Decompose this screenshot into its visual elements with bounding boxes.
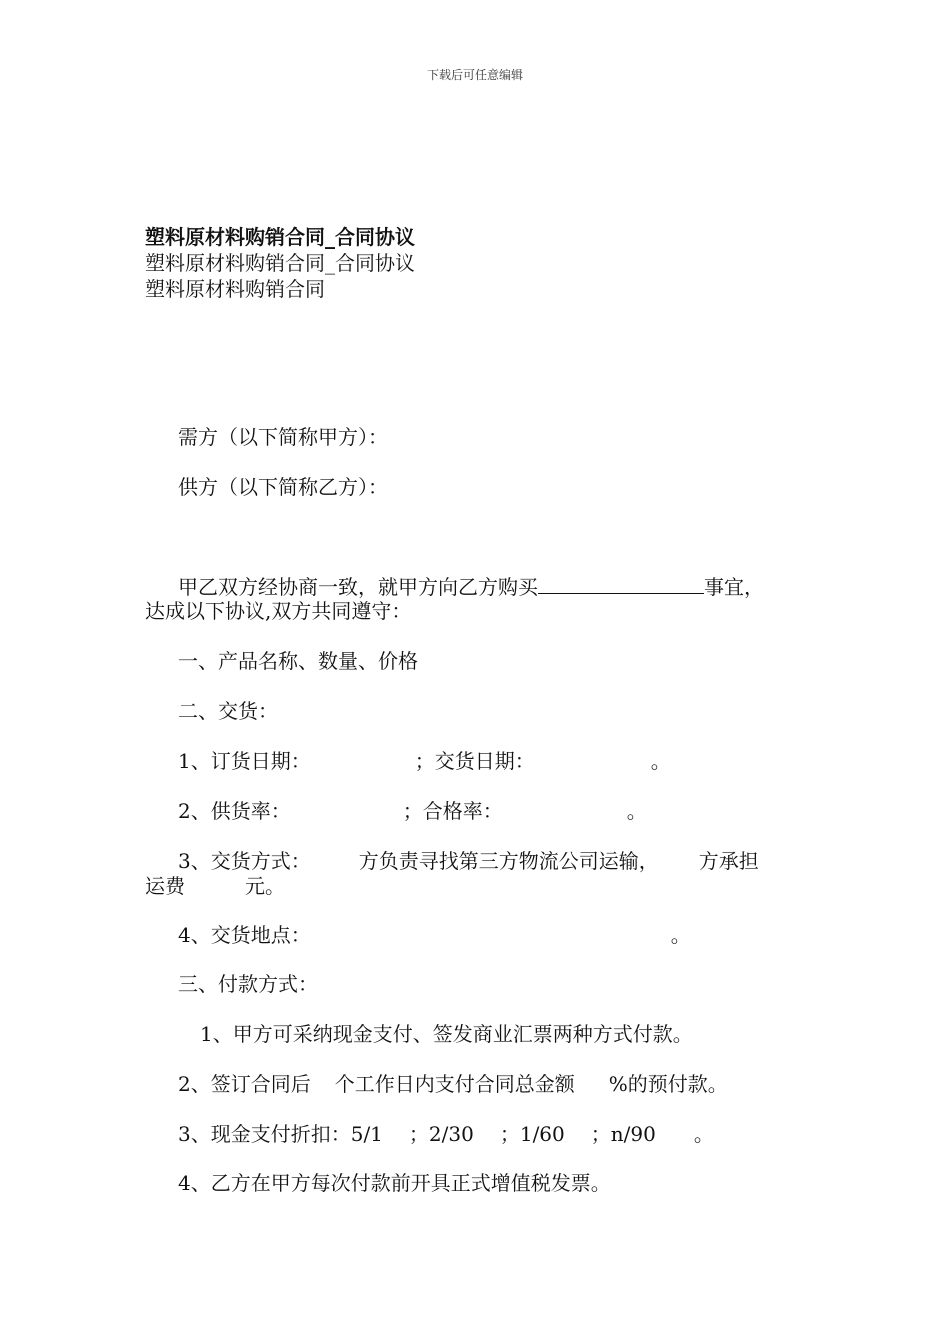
purchase-item-blank (538, 573, 704, 594)
supply-rate-label: 2、供货率： (178, 799, 291, 823)
discount-2-30: ；2/30 (408, 1122, 474, 1146)
period: 。 (650, 749, 671, 773)
document-subtitle: 塑料原材料购销合同_合同协议 (145, 251, 415, 275)
delivery-date-label: ；交货日期： (414, 749, 535, 773)
document-subtitle-2: 塑料原材料购销合同 (145, 277, 325, 301)
seller-line: 供方（以下简称乙方）： (178, 475, 388, 499)
freight-line (145, 873, 285, 899)
section2-heading: 二、交货： (178, 699, 278, 723)
period: 。 (670, 923, 691, 947)
delivery-method-line (178, 848, 759, 874)
order-date-line (178, 748, 671, 774)
payment-item-3 (178, 1121, 714, 1147)
section1-heading: 一、产品名称、数量、价格 (178, 649, 418, 673)
payment-item-2 (178, 1071, 728, 1097)
title-block (145, 224, 415, 302)
delivery-method-label: 3、交货方式： (178, 849, 311, 873)
intro-line-2: 达成以下协议,双方共同遵守： (145, 599, 412, 623)
pass-rate-label: ；合格率： (402, 799, 503, 823)
supply-rate-line (178, 798, 647, 824)
discount-n-90: ；n/90 (590, 1122, 656, 1146)
order-date-label: 1、订货日期： (178, 749, 311, 773)
buyer-line: 需方（以下简称甲方）： (178, 425, 388, 449)
intro-text-2: 事宜， (704, 575, 764, 599)
discount-5-1: 3、现金支付折扣：5/1 (178, 1122, 383, 1146)
intro-line-1 (178, 573, 764, 600)
delivery-method-text: 方负责寻找第三方物流公司运输， (358, 849, 659, 873)
discount-1-60: ；1/60 (499, 1122, 565, 1146)
prepay-text-2: 个工作日内支付合同总金额 (334, 1072, 575, 1096)
prepay-text-1: 2、签订合同后 (178, 1072, 311, 1096)
intro-text-1: 甲乙双方经协商一致，就甲方向乙方购买 (178, 575, 538, 599)
header-note: 下载后可任意编辑 (426, 68, 523, 82)
delivery-place-label: 4、交货地点： (178, 923, 311, 947)
section3-heading: 三、付款方式： (178, 972, 318, 996)
delivery-method-bear: 方承担 (698, 849, 759, 873)
freight-unit: 元。 (245, 874, 285, 898)
delivery-place-line (178, 922, 691, 948)
payment-item-4: 4、乙方在甲方每次付款前开具正式增值税发票。 (178, 1171, 611, 1195)
period: 。 (693, 1122, 714, 1146)
document-title: 塑料原材料购销合同_合同协议 (145, 225, 415, 249)
freight-label: 运费 (145, 874, 185, 898)
period: 。 (626, 799, 647, 823)
payment-item-1: 1、甲方可采纳现金支付、签发商业汇票两种方式付款。 (200, 1022, 693, 1046)
prepay-text-3: %的预付款。 (608, 1072, 728, 1096)
